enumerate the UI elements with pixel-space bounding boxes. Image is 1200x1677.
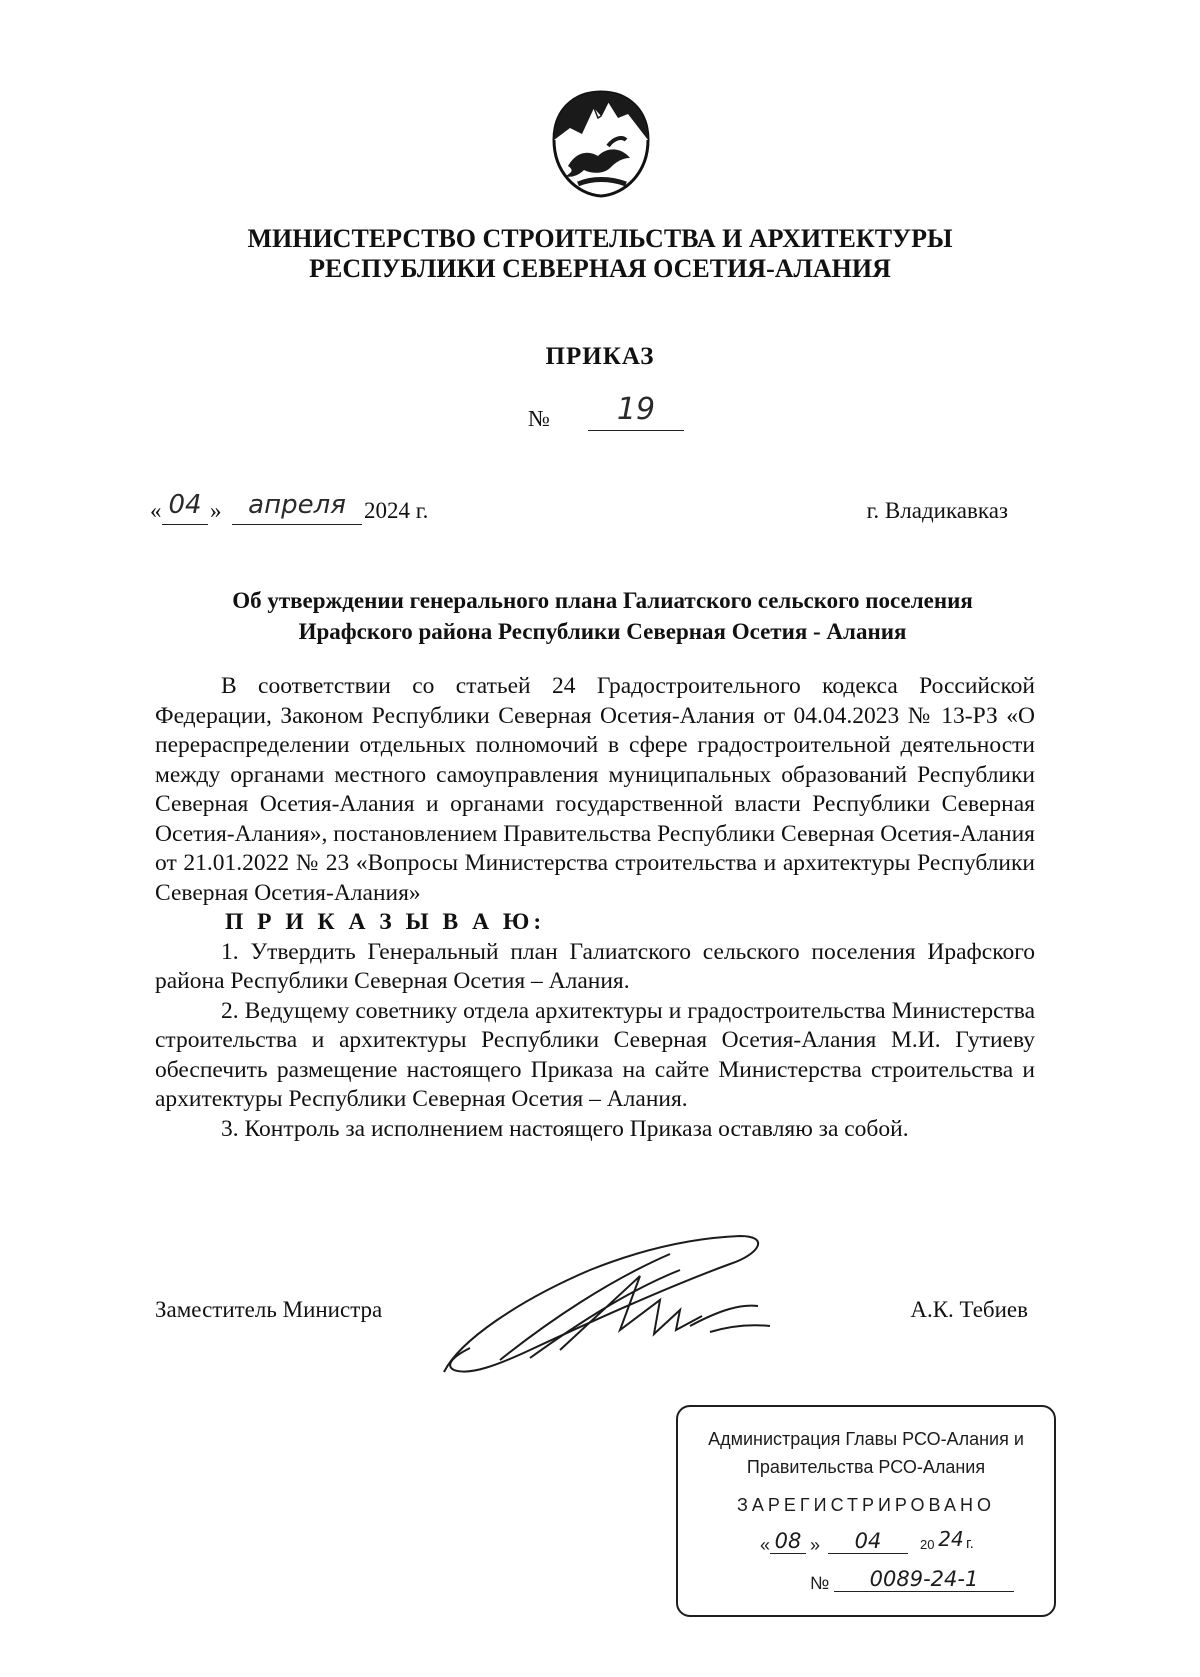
stamp-year-suffix: 24 (938, 1527, 964, 1551)
order-item-1: 1. Утвердить Генеральный план Галиатского сельского поселения Ирафского района Республики Северная Осетия – Алания. (155, 938, 1035, 994)
date-day-handwritten: 04 (162, 490, 208, 525)
stamp-date-day: 08 (770, 1529, 806, 1554)
stamp-date-open: « (760, 1535, 771, 1555)
stamp-date-close: » (810, 1535, 821, 1555)
order-word-paragraph (155, 908, 1035, 938)
stamp-year-prefix: 20 (920, 1537, 935, 1552)
date-month-handwritten: апреля (232, 490, 362, 525)
date-open-quote: « (150, 498, 162, 523)
subject-line-2: Ирафского района Республики Северная Осетия - Алания (298, 619, 907, 644)
order-number-handwritten: 19 (588, 392, 684, 431)
number-sign: № (528, 406, 550, 431)
ministry-line-2: РЕСПУБЛИКИ СЕВЕРНАЯ ОСЕТИЯ-АЛАНИЯ (309, 254, 891, 283)
order-item-3: 3. Контроль за исполнением настоящего Приказа оставляю за собой. (221, 1115, 909, 1142)
signatory-role: Заместитель Министра (155, 1297, 383, 1322)
date-close-quote: » (210, 498, 222, 523)
order-word: П Р И К А З Ы В А Ю: (225, 909, 546, 935)
ministry-line-1: МИНИСТЕРСТВО СТРОИТЕЛЬСТВА И АРХИТЕКТУРЫ (247, 224, 953, 253)
stamp-registered: ЗАРЕГИСТРИРОВАНО (737, 1495, 995, 1515)
subject-line-1: Об утверждении генерального плана Галиатского сельского поселения (232, 588, 973, 613)
date-year: 2024 г. (364, 498, 429, 523)
stamp-year-g: г. (966, 1535, 974, 1552)
stamp-number-sign: № (810, 1573, 830, 1593)
signatory-name: А.К. Тебиев (910, 1297, 1028, 1322)
handwritten-signature (440, 1230, 800, 1380)
order-item-2: 2. Ведущему советнику отдела архитектуры и градостроительства Министерства строительства и архитектуры Республики Северная Осетия-Алания М.И. Гутиеву обеспечить размещение настоящего Приказа на сайте Министерства строительства и архитектуры Республики Северная Осетия – Алания. (155, 997, 1035, 1112)
stamp-number-row (810, 1567, 1040, 1601)
ministry-header (150, 224, 1050, 284)
stamp-line-2: Правительства РСО-Алания (746, 1457, 986, 1477)
stamp-date-row (760, 1527, 1020, 1563)
order-subject (150, 585, 1055, 647)
stamp-number: 0089-24-1 (834, 1567, 1014, 1592)
preamble-paragraph: В соответствии со статьей 24 Градостроительного кодекса Российской Федерации, Законом Республики Северная Осетия-Алания от 04.04.2023 № 13-РЗ «О перераспределении отдельных полномочий в сфере градостроительной деятельности между органами местного самоуправления муниципальных образований Республики Северная Осетия-Алания и органами государственной власти Республики Северная Осетия-Алания», постановлением Правительства Республики Северная Осетия-Алания от 21.01.2022 № 23 «Вопросы Министерства строительства и архитектуры Республики Северная Осетия-Алания» (155, 673, 1035, 906)
order-body (155, 672, 1035, 1144)
stamp-line-1: Администрация Главы РСО-Алания и (708, 1429, 1024, 1449)
registration-stamp (676, 1405, 1056, 1617)
order-number-line (520, 392, 720, 434)
order-date (150, 490, 480, 530)
stamp-date-month: 04 (828, 1529, 908, 1554)
order-title: ПРИКАЗ (545, 343, 655, 370)
coat-of-arms-icon (548, 88, 654, 200)
city: г. Владикавказ (866, 498, 1008, 523)
